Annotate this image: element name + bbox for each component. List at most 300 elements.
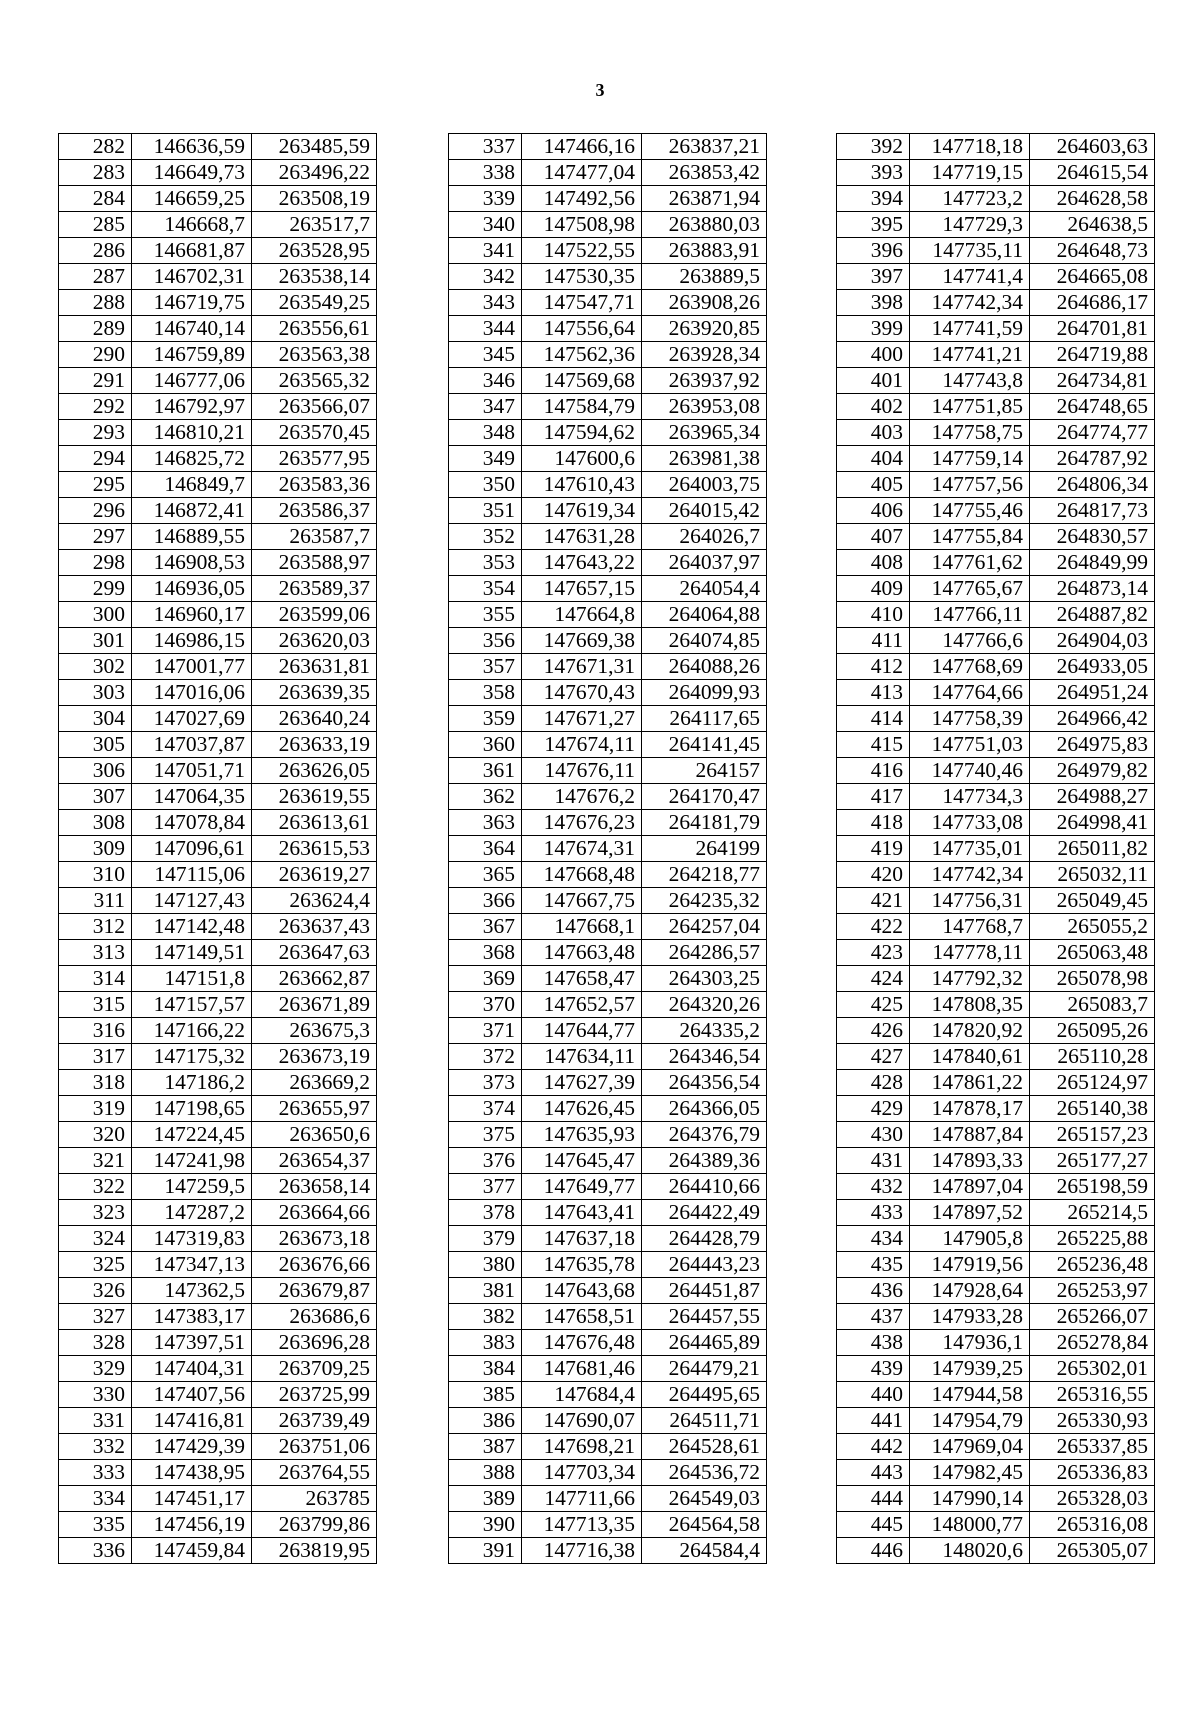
table-row (837, 1148, 1155, 1174)
x-coordinate-cell: 147096,61 (132, 836, 252, 862)
x-coordinate-cell: 147658,51 (522, 1304, 642, 1330)
point-number-cell: 340 (449, 212, 522, 238)
x-coordinate-cell: 147690,07 (522, 1408, 642, 1434)
x-coordinate-cell: 147643,41 (522, 1200, 642, 1226)
table-row (59, 940, 377, 966)
point-number-cell: 315 (59, 992, 132, 1018)
point-number-cell: 400 (837, 342, 910, 368)
point-number-cell: 375 (449, 1122, 522, 1148)
x-coordinate-cell: 146849,7 (132, 472, 252, 498)
x-coordinate-cell: 147742,34 (910, 862, 1030, 888)
x-coordinate-cell: 147631,28 (522, 524, 642, 550)
y-coordinate-cell: 264774,77 (1030, 420, 1155, 446)
y-coordinate-cell: 265124,97 (1030, 1070, 1155, 1096)
x-coordinate-cell: 147982,45 (910, 1460, 1030, 1486)
y-coordinate-cell: 264628,58 (1030, 186, 1155, 212)
point-number-cell: 376 (449, 1148, 522, 1174)
point-number-cell: 297 (59, 524, 132, 550)
y-coordinate-cell: 264199 (642, 836, 767, 862)
y-coordinate-cell: 263669,2 (252, 1070, 377, 1096)
y-coordinate-cell: 263937,92 (642, 368, 767, 394)
y-coordinate-cell: 263538,14 (252, 264, 377, 290)
point-number-cell: 413 (837, 680, 910, 706)
table-row (449, 550, 767, 576)
table-row (449, 810, 767, 836)
y-coordinate-cell: 264335,2 (642, 1018, 767, 1044)
table-row (837, 914, 1155, 940)
y-coordinate-cell: 264117,65 (642, 706, 767, 732)
table-row (59, 862, 377, 888)
y-coordinate-cell: 263508,19 (252, 186, 377, 212)
x-coordinate-cell: 147756,31 (910, 888, 1030, 914)
x-coordinate-cell: 147944,58 (910, 1382, 1030, 1408)
table-row (449, 680, 767, 706)
y-coordinate-cell: 264719,88 (1030, 342, 1155, 368)
y-coordinate-cell: 263658,14 (252, 1174, 377, 1200)
y-coordinate-cell: 263654,37 (252, 1148, 377, 1174)
point-number-cell: 402 (837, 394, 910, 420)
y-coordinate-cell: 264451,87 (642, 1278, 767, 1304)
point-number-cell: 412 (837, 654, 910, 680)
x-coordinate-cell: 147626,45 (522, 1096, 642, 1122)
y-coordinate-cell: 264701,81 (1030, 316, 1155, 342)
x-coordinate-cell: 147676,11 (522, 758, 642, 784)
x-coordinate-cell: 147887,84 (910, 1122, 1030, 1148)
y-coordinate-cell: 263671,89 (252, 992, 377, 1018)
y-coordinate-cell: 265316,55 (1030, 1382, 1155, 1408)
point-number-cell: 346 (449, 368, 522, 394)
x-coordinate-cell: 147741,59 (910, 316, 1030, 342)
y-coordinate-cell: 263549,25 (252, 290, 377, 316)
point-number-cell: 427 (837, 1044, 910, 1070)
x-coordinate-cell: 147508,98 (522, 212, 642, 238)
table-row (449, 1330, 767, 1356)
table-row (837, 1018, 1155, 1044)
x-coordinate-cell: 147698,21 (522, 1434, 642, 1460)
table-row (59, 1018, 377, 1044)
y-coordinate-cell: 264887,82 (1030, 602, 1155, 628)
table-row (837, 368, 1155, 394)
point-number-cell: 290 (59, 342, 132, 368)
x-coordinate-cell: 147954,79 (910, 1408, 1030, 1434)
point-number-cell: 367 (449, 914, 522, 940)
table-row (59, 836, 377, 862)
point-number-cell: 387 (449, 1434, 522, 1460)
point-number-cell: 362 (449, 784, 522, 810)
point-number-cell: 415 (837, 732, 910, 758)
table-row (449, 1382, 767, 1408)
point-number-cell: 353 (449, 550, 522, 576)
point-number-cell: 292 (59, 394, 132, 420)
table-row (449, 758, 767, 784)
table-row (837, 1330, 1155, 1356)
y-coordinate-cell: 264303,25 (642, 966, 767, 992)
x-coordinate-cell: 147157,57 (132, 992, 252, 1018)
x-coordinate-cell: 147905,8 (910, 1226, 1030, 1252)
y-coordinate-cell: 264528,61 (642, 1434, 767, 1460)
y-coordinate-cell: 263619,55 (252, 784, 377, 810)
table-row (59, 316, 377, 342)
y-coordinate-cell: 264064,88 (642, 602, 767, 628)
x-coordinate-cell: 147768,7 (910, 914, 1030, 940)
x-coordinate-cell: 147936,1 (910, 1330, 1030, 1356)
x-coordinate-cell: 147186,2 (132, 1070, 252, 1096)
x-coordinate-cell: 147619,34 (522, 498, 642, 524)
point-number-cell: 416 (837, 758, 910, 784)
point-number-cell: 406 (837, 498, 910, 524)
x-coordinate-cell: 147459,84 (132, 1538, 252, 1564)
x-coordinate-cell: 147429,39 (132, 1434, 252, 1460)
table-row (837, 1278, 1155, 1304)
table-row (59, 758, 377, 784)
y-coordinate-cell: 265336,83 (1030, 1460, 1155, 1486)
x-coordinate-cell: 147600,6 (522, 446, 642, 472)
y-coordinate-cell: 263650,6 (252, 1122, 377, 1148)
x-coordinate-cell: 147684,4 (522, 1382, 642, 1408)
table-row (837, 446, 1155, 472)
table-row (59, 1512, 377, 1538)
table-row (449, 1460, 767, 1486)
point-number-cell: 437 (837, 1304, 910, 1330)
y-coordinate-cell: 264003,75 (642, 472, 767, 498)
point-number-cell: 357 (449, 654, 522, 680)
point-number-cell: 356 (449, 628, 522, 654)
x-coordinate-cell: 147644,77 (522, 1018, 642, 1044)
y-coordinate-cell: 264979,82 (1030, 758, 1155, 784)
table-row (449, 706, 767, 732)
table-row (449, 602, 767, 628)
y-coordinate-cell: 264615,54 (1030, 160, 1155, 186)
point-number-cell: 313 (59, 940, 132, 966)
point-number-cell: 365 (449, 862, 522, 888)
y-coordinate-cell: 265140,38 (1030, 1096, 1155, 1122)
y-coordinate-cell: 263588,97 (252, 550, 377, 576)
point-number-cell: 398 (837, 290, 910, 316)
point-number-cell: 283 (59, 160, 132, 186)
y-coordinate-cell: 263662,87 (252, 966, 377, 992)
y-coordinate-cell: 263624,4 (252, 888, 377, 914)
y-coordinate-cell: 264015,42 (642, 498, 767, 524)
y-coordinate-cell: 265063,48 (1030, 940, 1155, 966)
point-number-cell: 385 (449, 1382, 522, 1408)
point-number-cell: 424 (837, 966, 910, 992)
table-row (59, 888, 377, 914)
table-row (449, 368, 767, 394)
x-coordinate-cell: 147416,81 (132, 1408, 252, 1434)
y-coordinate-cell: 264157 (642, 758, 767, 784)
point-number-cell: 434 (837, 1226, 910, 1252)
x-coordinate-cell: 147407,56 (132, 1382, 252, 1408)
table-row (837, 212, 1155, 238)
x-coordinate-cell: 147755,46 (910, 498, 1030, 524)
x-coordinate-cell: 147897,52 (910, 1200, 1030, 1226)
x-coordinate-cell: 148020,6 (910, 1538, 1030, 1564)
table-row (59, 992, 377, 1018)
point-number-cell: 433 (837, 1200, 910, 1226)
y-coordinate-cell: 263485,59 (252, 134, 377, 160)
point-number-cell: 417 (837, 784, 910, 810)
x-coordinate-cell: 147671,31 (522, 654, 642, 680)
table-row (449, 940, 767, 966)
point-number-cell: 374 (449, 1096, 522, 1122)
table-row (837, 706, 1155, 732)
point-number-cell: 305 (59, 732, 132, 758)
x-coordinate-cell: 147718,18 (910, 134, 1030, 160)
y-coordinate-cell: 265198,59 (1030, 1174, 1155, 1200)
point-number-cell: 354 (449, 576, 522, 602)
point-number-cell: 364 (449, 836, 522, 862)
table-row (59, 1330, 377, 1356)
x-coordinate-cell: 147643,68 (522, 1278, 642, 1304)
y-coordinate-cell: 263620,03 (252, 628, 377, 654)
table-row (59, 654, 377, 680)
point-number-cell: 304 (59, 706, 132, 732)
table-row (837, 186, 1155, 212)
y-coordinate-cell: 263633,19 (252, 732, 377, 758)
point-number-cell: 302 (59, 654, 132, 680)
x-coordinate-cell: 146681,87 (132, 238, 252, 264)
point-number-cell: 323 (59, 1200, 132, 1226)
y-coordinate-cell: 265266,07 (1030, 1304, 1155, 1330)
table-row (449, 1356, 767, 1382)
point-number-cell: 301 (59, 628, 132, 654)
table-row (837, 1174, 1155, 1200)
table-row (837, 1096, 1155, 1122)
table-row (59, 1304, 377, 1330)
x-coordinate-cell: 147766,11 (910, 602, 1030, 628)
x-coordinate-cell: 148000,77 (910, 1512, 1030, 1538)
x-coordinate-cell: 147037,87 (132, 732, 252, 758)
y-coordinate-cell: 265328,03 (1030, 1486, 1155, 1512)
table-row (59, 1096, 377, 1122)
y-coordinate-cell: 264099,93 (642, 680, 767, 706)
table-row (59, 1200, 377, 1226)
table-row (837, 1538, 1155, 1564)
y-coordinate-cell: 263599,06 (252, 602, 377, 628)
point-number-cell: 299 (59, 576, 132, 602)
y-coordinate-cell: 265011,82 (1030, 836, 1155, 862)
table-row (449, 654, 767, 680)
table-row (59, 1070, 377, 1096)
x-coordinate-cell: 147287,2 (132, 1200, 252, 1226)
y-coordinate-cell: 264235,32 (642, 888, 767, 914)
point-number-cell: 360 (449, 732, 522, 758)
point-number-cell: 342 (449, 264, 522, 290)
y-coordinate-cell: 263764,55 (252, 1460, 377, 1486)
point-number-cell: 321 (59, 1148, 132, 1174)
point-number-cell: 395 (837, 212, 910, 238)
table-row (449, 420, 767, 446)
point-number-cell: 386 (449, 1408, 522, 1434)
table-row (449, 342, 767, 368)
y-coordinate-cell: 263908,26 (642, 290, 767, 316)
x-coordinate-cell: 147765,67 (910, 576, 1030, 602)
y-coordinate-cell: 263655,97 (252, 1096, 377, 1122)
y-coordinate-cell: 263639,35 (252, 680, 377, 706)
point-number-cell: 414 (837, 706, 910, 732)
table-row (449, 576, 767, 602)
table-row (59, 342, 377, 368)
x-coordinate-cell: 147492,56 (522, 186, 642, 212)
y-coordinate-cell: 263965,34 (642, 420, 767, 446)
y-coordinate-cell: 264026,7 (642, 524, 767, 550)
x-coordinate-cell: 147664,8 (522, 602, 642, 628)
point-number-cell: 445 (837, 1512, 910, 1538)
table-row (837, 1122, 1155, 1148)
table-row (59, 472, 377, 498)
point-number-cell: 444 (837, 1486, 910, 1512)
table-row (837, 628, 1155, 654)
y-coordinate-cell: 265236,48 (1030, 1252, 1155, 1278)
x-coordinate-cell: 147556,64 (522, 316, 642, 342)
table-row (837, 1434, 1155, 1460)
y-coordinate-cell: 264806,34 (1030, 472, 1155, 498)
table-row (59, 628, 377, 654)
x-coordinate-cell: 147547,71 (522, 290, 642, 316)
point-number-cell: 379 (449, 1226, 522, 1252)
table-row (59, 914, 377, 940)
point-number-cell: 333 (59, 1460, 132, 1486)
table-row (837, 1408, 1155, 1434)
point-number-cell: 326 (59, 1278, 132, 1304)
table-row (449, 1096, 767, 1122)
y-coordinate-cell: 263920,85 (642, 316, 767, 342)
coordinates-table-3 (836, 133, 1155, 1564)
x-coordinate-cell: 146889,55 (132, 524, 252, 550)
x-coordinate-cell: 146659,25 (132, 186, 252, 212)
x-coordinate-cell: 147658,47 (522, 966, 642, 992)
y-coordinate-cell: 264648,73 (1030, 238, 1155, 264)
point-number-cell: 324 (59, 1226, 132, 1252)
y-coordinate-cell: 265214,5 (1030, 1200, 1155, 1226)
y-coordinate-cell: 265305,07 (1030, 1538, 1155, 1564)
table-row (449, 1200, 767, 1226)
point-number-cell: 405 (837, 472, 910, 498)
table-row (59, 1434, 377, 1460)
y-coordinate-cell: 265083,7 (1030, 992, 1155, 1018)
table-row (59, 706, 377, 732)
point-number-cell: 351 (449, 498, 522, 524)
y-coordinate-cell: 264181,79 (642, 810, 767, 836)
table-row (59, 602, 377, 628)
x-coordinate-cell: 146649,73 (132, 160, 252, 186)
table-row (449, 914, 767, 940)
table-row (837, 316, 1155, 342)
point-number-cell: 368 (449, 940, 522, 966)
x-coordinate-cell: 147657,15 (522, 576, 642, 602)
point-number-cell: 359 (449, 706, 522, 732)
point-number-cell: 296 (59, 498, 132, 524)
table-row (837, 1460, 1155, 1486)
y-coordinate-cell: 263785 (252, 1486, 377, 1512)
x-coordinate-cell: 147751,85 (910, 394, 1030, 420)
point-number-cell: 404 (837, 446, 910, 472)
y-coordinate-cell: 265055,2 (1030, 914, 1155, 940)
x-coordinate-cell: 147669,38 (522, 628, 642, 654)
point-number-cell: 336 (59, 1538, 132, 1564)
x-coordinate-cell: 147584,79 (522, 394, 642, 420)
point-number-cell: 440 (837, 1382, 910, 1408)
x-coordinate-cell: 147676,48 (522, 1330, 642, 1356)
x-coordinate-cell: 147064,35 (132, 784, 252, 810)
table-row (449, 862, 767, 888)
y-coordinate-cell: 264988,27 (1030, 784, 1155, 810)
table-row (59, 524, 377, 550)
y-coordinate-cell: 263676,66 (252, 1252, 377, 1278)
y-coordinate-cell: 263640,24 (252, 706, 377, 732)
table-row (837, 1382, 1155, 1408)
y-coordinate-cell: 264638,5 (1030, 212, 1155, 238)
x-coordinate-cell: 147740,46 (910, 758, 1030, 784)
x-coordinate-cell: 147733,08 (910, 810, 1030, 836)
point-number-cell: 399 (837, 316, 910, 342)
point-number-cell: 343 (449, 290, 522, 316)
y-coordinate-cell: 263631,81 (252, 654, 377, 680)
x-coordinate-cell: 147319,83 (132, 1226, 252, 1252)
y-coordinate-cell: 264088,26 (642, 654, 767, 680)
y-coordinate-cell: 263675,3 (252, 1018, 377, 1044)
table-row (837, 238, 1155, 264)
table-row (837, 342, 1155, 368)
y-coordinate-cell: 264873,14 (1030, 576, 1155, 602)
table-row (837, 732, 1155, 758)
point-number-cell: 441 (837, 1408, 910, 1434)
y-coordinate-cell: 263709,25 (252, 1356, 377, 1382)
point-number-cell: 418 (837, 810, 910, 836)
y-coordinate-cell: 264320,26 (642, 992, 767, 1018)
x-coordinate-cell: 147759,14 (910, 446, 1030, 472)
table-row (837, 836, 1155, 862)
point-number-cell: 370 (449, 992, 522, 1018)
y-coordinate-cell: 265225,88 (1030, 1226, 1155, 1252)
point-number-cell: 309 (59, 836, 132, 862)
point-number-cell: 331 (59, 1408, 132, 1434)
point-number-cell: 372 (449, 1044, 522, 1070)
y-coordinate-cell: 265177,27 (1030, 1148, 1155, 1174)
table-row (449, 524, 767, 550)
y-coordinate-cell: 263883,91 (642, 238, 767, 264)
x-coordinate-cell: 147562,36 (522, 342, 642, 368)
table-row (837, 264, 1155, 290)
point-number-cell: 348 (449, 420, 522, 446)
point-number-cell: 389 (449, 1486, 522, 1512)
point-number-cell: 392 (837, 134, 910, 160)
y-coordinate-cell: 264479,21 (642, 1356, 767, 1382)
point-number-cell: 311 (59, 888, 132, 914)
table-row (449, 1044, 767, 1070)
y-coordinate-cell: 264975,83 (1030, 732, 1155, 758)
y-coordinate-cell: 263589,37 (252, 576, 377, 602)
x-coordinate-cell: 147149,51 (132, 940, 252, 966)
table-row (449, 212, 767, 238)
coordinates-table-2 (448, 133, 767, 1564)
y-coordinate-cell: 264410,66 (642, 1174, 767, 1200)
y-coordinate-cell: 264356,54 (642, 1070, 767, 1096)
table-row (59, 1356, 377, 1382)
y-coordinate-cell: 265253,97 (1030, 1278, 1155, 1304)
y-coordinate-cell: 264951,24 (1030, 680, 1155, 706)
table-row (837, 1252, 1155, 1278)
point-number-cell: 371 (449, 1018, 522, 1044)
point-number-cell: 426 (837, 1018, 910, 1044)
table-row (59, 732, 377, 758)
y-coordinate-cell: 264376,79 (642, 1122, 767, 1148)
x-coordinate-cell: 147078,84 (132, 810, 252, 836)
x-coordinate-cell: 147764,66 (910, 680, 1030, 706)
point-number-cell: 428 (837, 1070, 910, 1096)
table-row (449, 290, 767, 316)
y-coordinate-cell: 264998,41 (1030, 810, 1155, 836)
